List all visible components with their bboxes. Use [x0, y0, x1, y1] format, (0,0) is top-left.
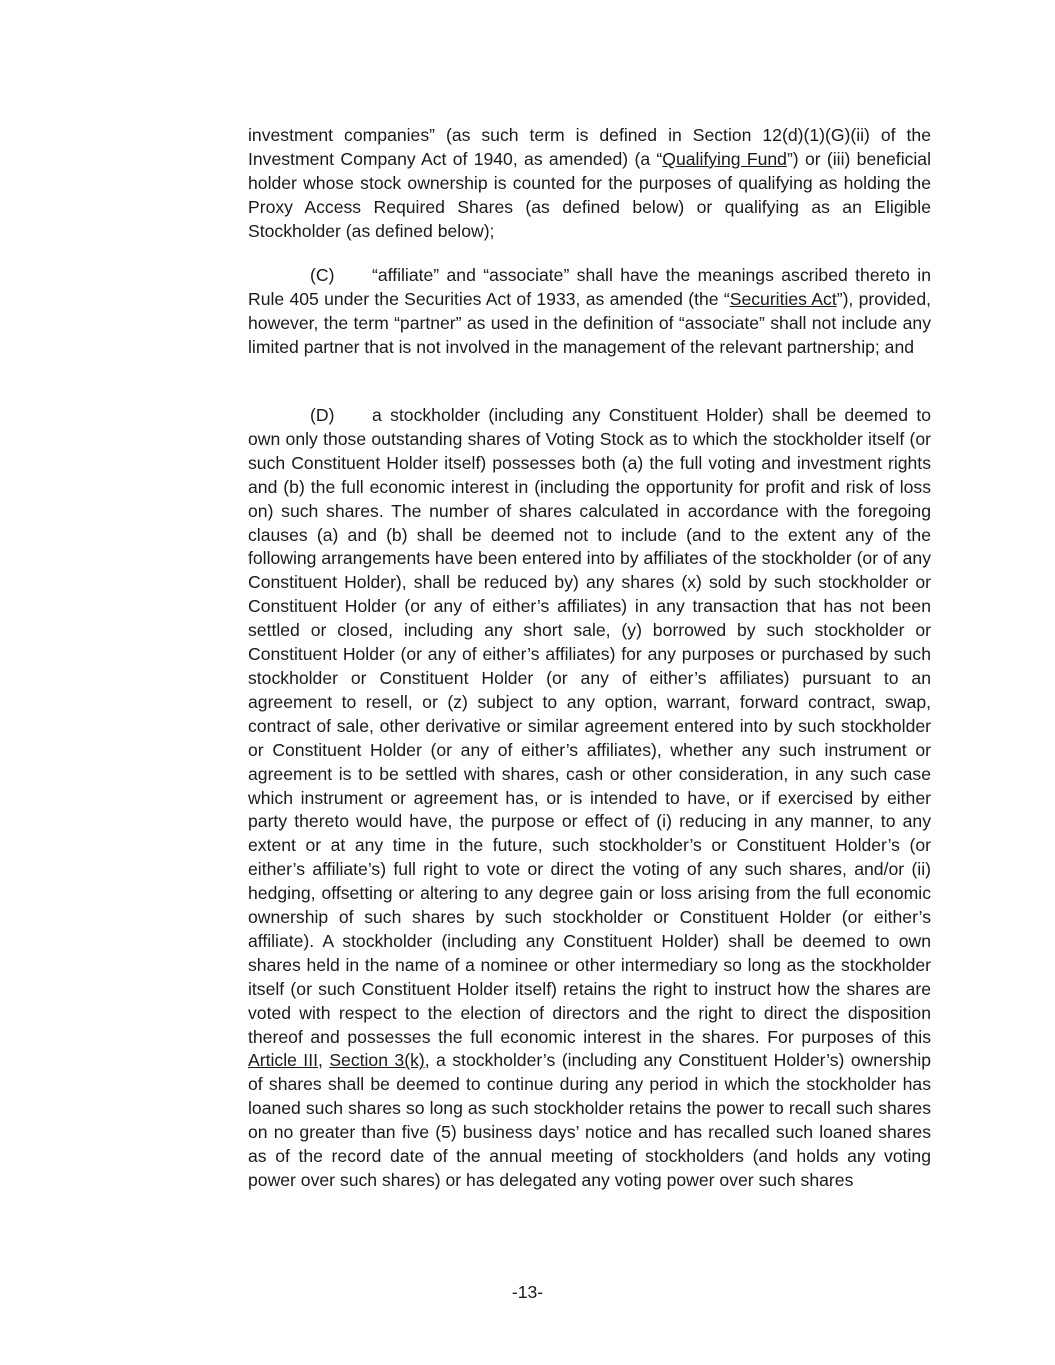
paragraph-text: a stockholder (including any Constituent Holder) shall be deemed to own only those outstanding shares of Voting Stock as to which the stockholder itself (or such Constituent Holder itself) possesses both (a) the full voting and investment rights and (b) the full economic interest in (including the opportunity for profit and risk of loss on) such shares. The number of shares calculated in accordance with the foregoing clauses (a) and (b) shall be deemed not to include (and to the extent any of the following arrangements have been entered into by affiliates of the stockholder (or of any Constituent Holder), shall be reduced by) any shares (x) sold by such stockholder or Constituent Holder (or any of either’s affiliates) in any transaction that has not been settled or closed, including any short sale, (y) borrowed by such stockholder or Constituent Holder (or any of either’s affiliates) for any purposes or purchased by such stockholder or Constituent Holder (or any of either’s affiliates) pursuant to an agreement to resell, or (z) subject to any option, warrant, forward contract, swap, contract of sale, other derivative or similar agreement entered into by such stockholder or Constituent Holder (or any of either’s affiliates), whether any such instrument or agreement is to be settled with shares, cash or other consideration, in any such case which instrument or agreement has, or is intended to have, or if exercised by either party thereto would have, the purpose or effect of (i) reducing in any manner, to any extent or at any time in the future, such stockholder’s or Constituent Holder’s (or either’s affiliate’s) full right to vote or direct the voting of any such shares, and/or (ii) hedging, offsetting or altering to any degree gain or loss arising from the full economic ownership of such shares by such stockholder or Constituent Holder (or either’s affiliate). A stockholder (including any Constituent Holder) shall be deemed to own shares held in the name of a nominee or other intermediary so long as the stockholder itself (or such Constituent Holder itself) retains the right to instruct how the shares are voted with respect to the election of directors and the right to direct the disposition thereof and possesses the full economic interest in the shares. For purposes of this — [248, 405, 931, 1047]
paragraph-c — [248, 264, 931, 360]
paragraph-text: , a stockholder’s (including any Constituent Holder’s) ownership of shares shall be deemed to continue during any period in which the stockholder has loaned such shares so long as such stockholder retains the power to recall such shares on no greater than five (5) business days’ notice and has recalled such loaned shares as of the record date of the annual meeting of stockholders (and holds any voting power over such shares) or has delegated any voting power over such shares — [248, 1050, 932, 1190]
paragraph-text: investment companies” (as such term is defined in Section 12(d)(1)(G)(ii) of the Investment Company Act of 1940, as amended) (a “ — [248, 125, 931, 169]
clause-label-d: (D) — [310, 405, 335, 425]
paragraph-text: “affiliate” and “associate” shall have the meanings ascribed thereto in Rule 405 under the Securities Act of 1933, as amended (the “ — [248, 265, 931, 309]
defined-term-securities-act: Securities Act — [729, 288, 837, 309]
paragraph-continuation — [248, 124, 931, 244]
page-number: -13- — [511, 1282, 544, 1302]
cross-reference-section-3k: Section 3(k) — [329, 1050, 425, 1071]
defined-term-qualifying-fund: Qualifying Fund — [662, 148, 787, 169]
paragraph-text: ”), provided, however, the term “partner” as used in the definition of “associate” shall not include any limited partner that is not involved in the management of the relevant partnership; and — [248, 288, 931, 357]
paragraph-text: , — [317, 1050, 330, 1071]
paragraph-d — [248, 404, 931, 1193]
clause-label-c: (C) — [310, 265, 335, 285]
paragraph-text: ”) or (iii) beneficial holder whose stock ownership is counted for the purposes of qualifying as holding the Proxy Access Required Shares (as defined below) or qualifying as an Eligible Stockholder (as defined below); — [248, 148, 932, 241]
cross-reference-article-iii: Article III — [248, 1050, 318, 1071]
